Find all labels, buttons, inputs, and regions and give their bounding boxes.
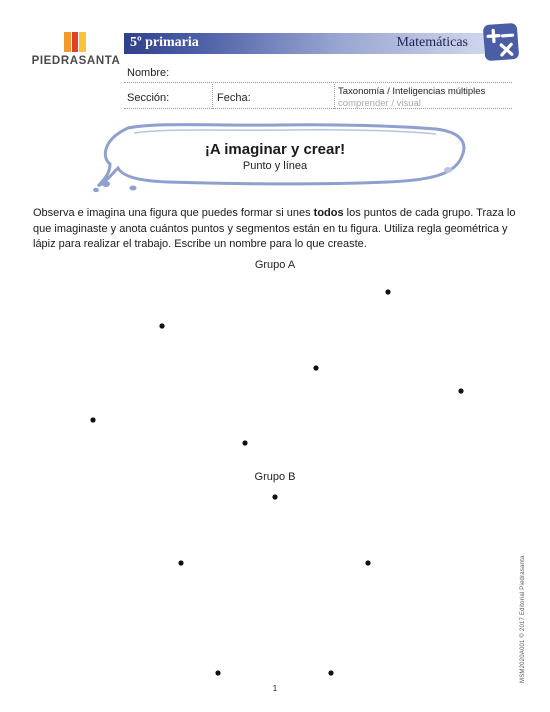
point[interactable] [159,323,164,328]
page-number: 1 [272,684,278,693]
point[interactable] [90,417,95,422]
copyright-code: MSM2020A001 © 2017 Editorial Piedrasanta [520,555,526,683]
group-b-label: Grupo B [254,471,296,483]
point[interactable] [272,494,277,499]
point[interactable] [313,365,318,370]
group-a-points [90,289,463,445]
brand-name: PIEDRASANTA [31,55,121,67]
date-label: Fecha: [217,92,251,104]
activity-title: ¡A imaginar y crear! [204,141,346,158]
point[interactable] [385,289,390,294]
group-a-label: Grupo A [254,259,296,271]
instructions-emphasis: todos [313,207,344,219]
point[interactable] [178,560,183,565]
section-label: Sección: [127,92,170,104]
point[interactable] [215,670,220,675]
instructions-part: los puntos de cada grupo. Traza lo que imaginaste y anota cuántos puntos y segmentos están en tu figura. Utiliza regla geométrica y lápiz para realizar el trabajo. Escribe un nombre para lo que creaste. [33,207,516,250]
group-b-points [178,494,370,675]
point[interactable] [328,670,333,675]
point[interactable] [242,440,247,445]
activity-subtitle: Punto y línea [242,160,308,172]
taxonomy-detail: comprender / visual [338,98,421,109]
subject-label: Matemáticas [396,35,468,50]
grade-label: 5º primaria [130,35,199,50]
name-label: Nombre: [127,67,170,79]
instructions-part: Observa e imagina una figura que puedes formar si unes [33,207,314,219]
point[interactable] [458,388,463,393]
taxonomy-label: Taxonomía / Inteligencias múltiples [338,86,486,97]
point[interactable] [365,560,370,565]
